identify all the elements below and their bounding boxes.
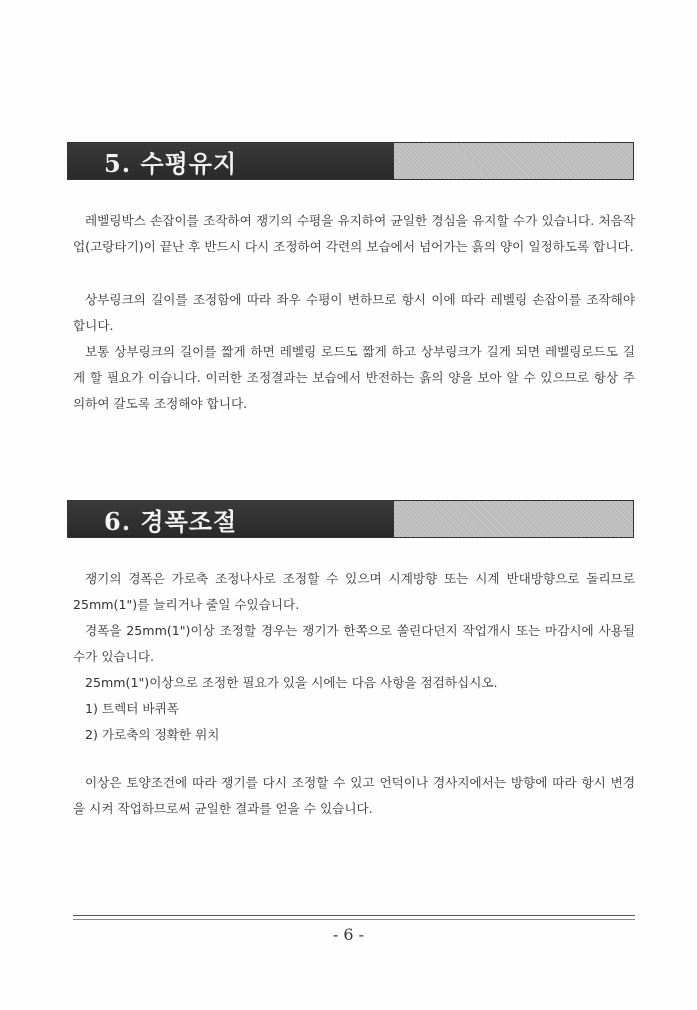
section-6-header xyxy=(67,500,634,538)
section-6-header-shaded-band xyxy=(394,501,633,537)
section-6-header-dark-band xyxy=(68,501,394,537)
section-6-closing-paragraph: 이상은 토양조건에 따라 쟁기를 다시 조정할 수 있고 언덕이나 경사지에서는 방향에 따라 항시 변경을 시켜 작업하므로써 균일한 결과를 얻을 수 있습니다. xyxy=(73,775,635,816)
section-5-paragraph-1: 레벨링박스 손잡이를 조작하여 쟁기의 수평을 유지하여 균일한 경심을 유지할 수가 있습니다. 처음작업(고랑타기)이 끝난 후 반드시 다시 조정하여 각련의 보습에서 넘어가는 흙의 양이 일정하도록 합니다. xyxy=(73,213,635,254)
section-5-header xyxy=(67,142,634,180)
section-5-title: 5. 수평유지 xyxy=(104,148,238,178)
section-6-title: 6. 경폭조절 xyxy=(104,506,238,536)
section-6-paragraph-2: 경폭을 25mm(1")이상 조정할 경우는 쟁기가 한쪽으로 쏠린다던지 작업개시 또는 마감시에 사용될 수가 있습니다. xyxy=(73,623,635,664)
footer-divider xyxy=(73,915,635,920)
section-5-header-dark-band xyxy=(68,143,394,179)
checklist-item-1: 1) 트렉터 바퀴폭 xyxy=(85,701,179,716)
section-6-paragraph-1: 쟁기의 경폭은 가로축 조정나사로 조정할 수 있으며 시계방향 또는 시계 반대방향으로 돌리므로 25mm(1")를 늘리거나 줄일 수있습니다. xyxy=(73,571,635,612)
page-number: - 6 - xyxy=(332,925,365,944)
section-6-paragraph-3: 25mm(1")이상으로 조정한 필요가 있을 시에는 다음 사항을 점검하십시오. xyxy=(85,675,498,690)
section-5-paragraph-2: 상부링크의 길이를 조정함에 따라 좌우 수평이 변하므로 항시 이에 따라 레벨링 손잡이를 조작해야 합니다. xyxy=(73,292,635,333)
checklist-item-2: 2) 가로축의 정확한 위치 xyxy=(85,727,220,742)
section-5-header-shaded-band xyxy=(394,143,633,179)
section-5-paragraph-3: 보통 상부링크의 길이를 짧게 하면 레벨링 로드도 짧게 하고 상부링크가 길게 되면 레벨링로드도 길게 할 필요가 이습니다. 이러한 조정결과는 보습에서 반전하는 흙의 양을 보아 알 수 있으므로 항상 주의하여 갈도록 조정해야 합니다. xyxy=(73,344,635,411)
